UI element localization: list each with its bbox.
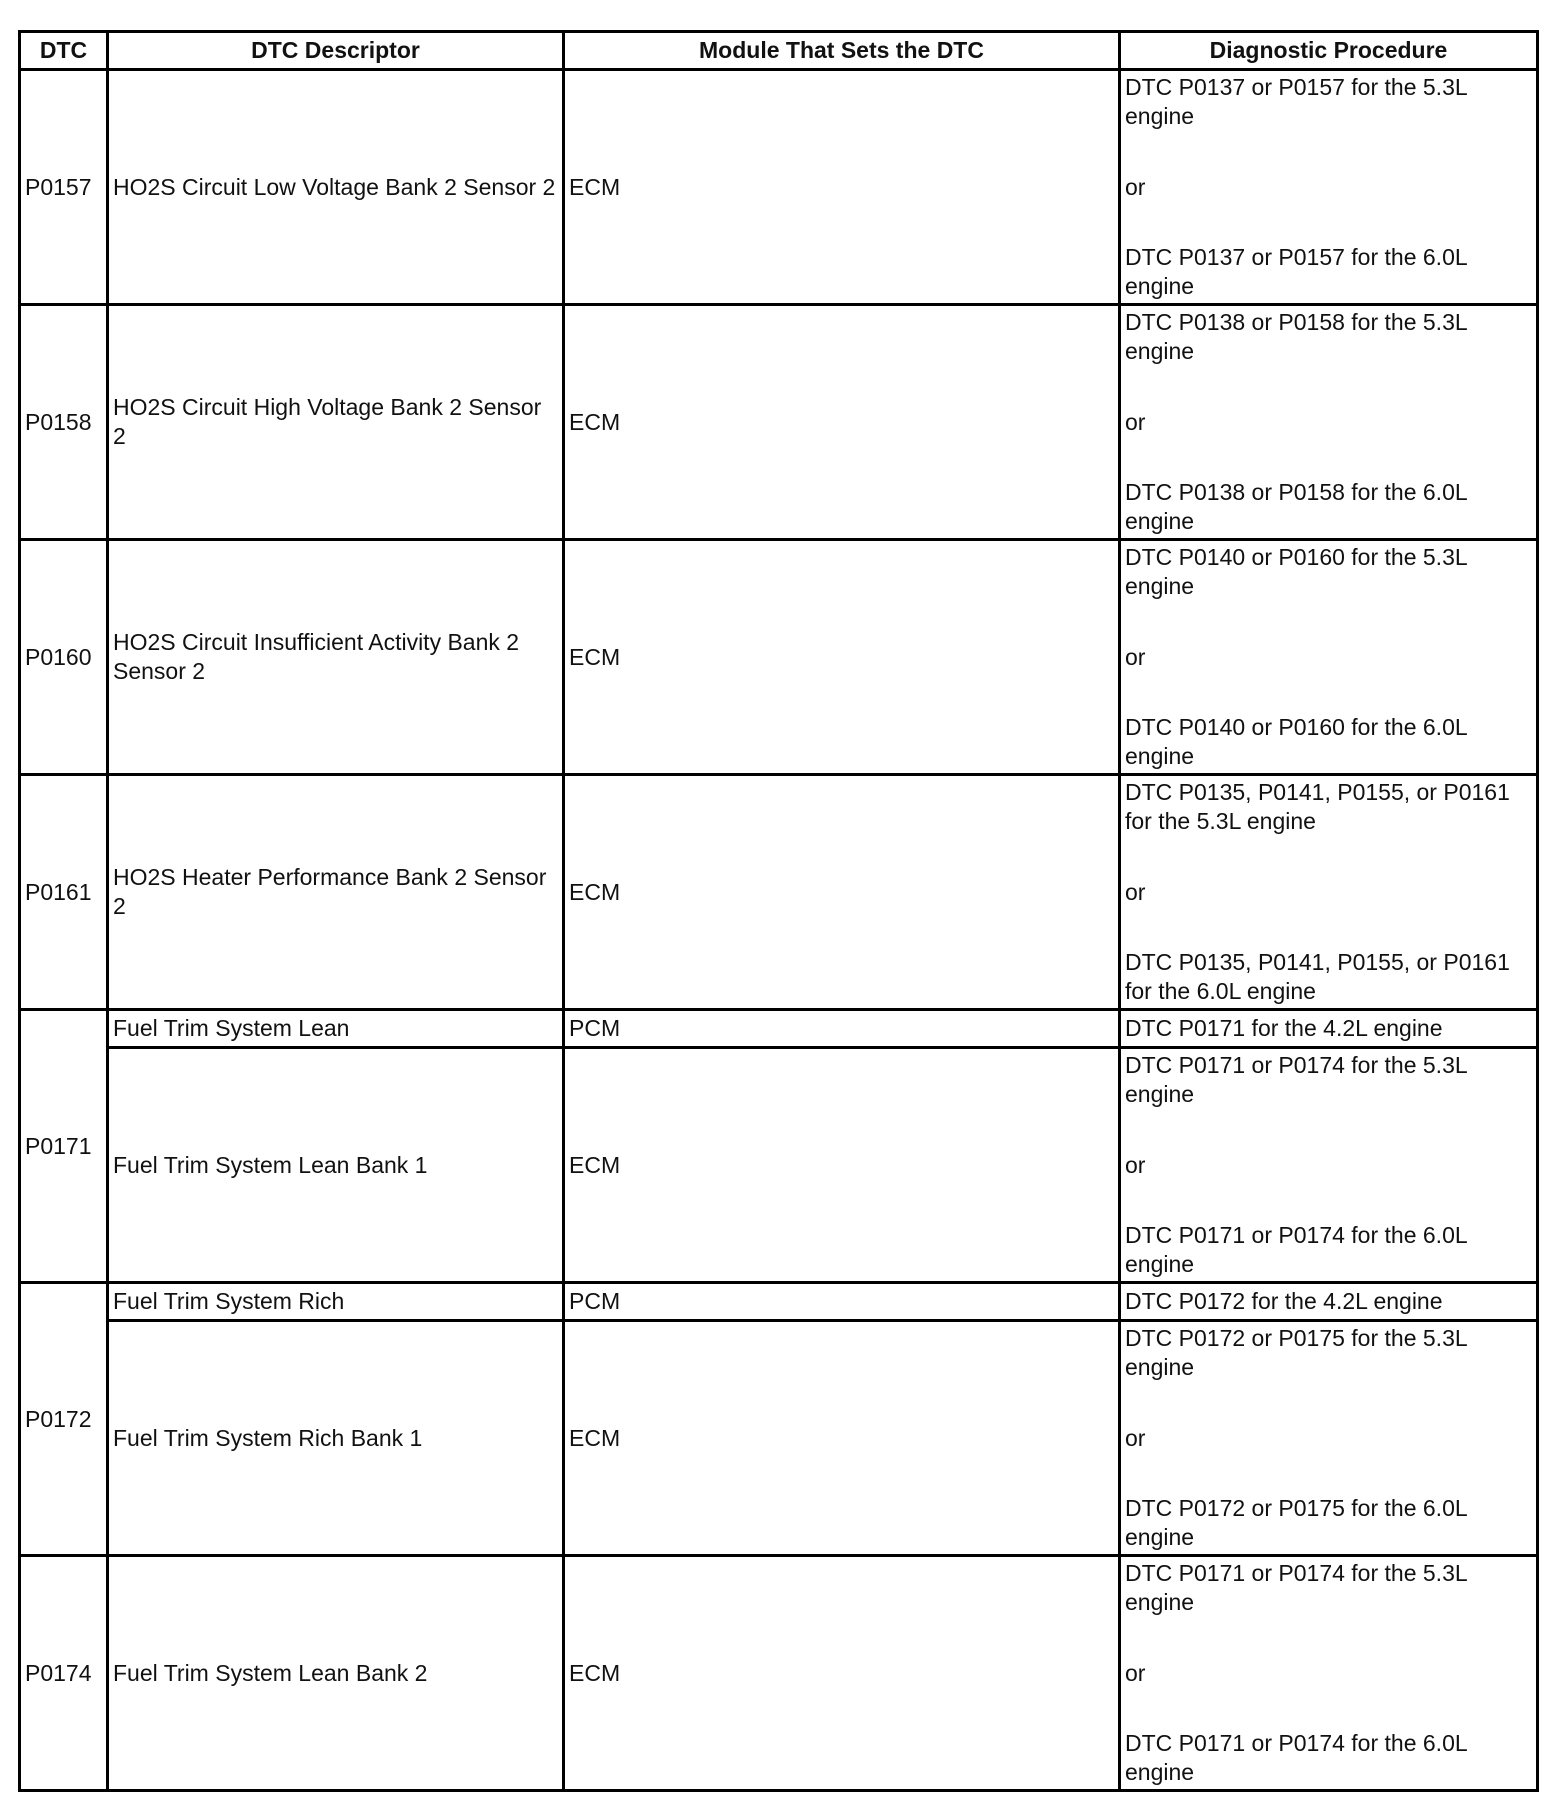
procedure-option-a: DTC P0135, P0141, P0155, or P0161 for the 5.3L engine <box>1125 779 1510 834</box>
procedure-or: or <box>1125 878 1146 905</box>
diagnostic-procedure: DTC P0172 for the 4.2L engine <box>1120 1283 1538 1321</box>
procedure-or: or <box>1125 1424 1146 1451</box>
diagnostic-procedure <box>1120 1556 1538 1791</box>
dtc-code: P0158 <box>20 305 108 540</box>
diagnostic-procedure <box>1120 1321 1538 1556</box>
table-row <box>20 1321 1538 1556</box>
dtc-module: PCM <box>564 1010 1120 1048</box>
header-row <box>20 32 1538 70</box>
dtc-code: P0157 <box>20 70 108 305</box>
dtc-descriptor: Fuel Trim System Lean Bank 2 <box>108 1556 564 1791</box>
dtc-module: ECM <box>564 1048 1120 1283</box>
header-dtc: DTC <box>20 32 108 70</box>
procedure-option-b: DTC P0171 or P0174 for the 6.0L engine <box>1125 1730 1467 1785</box>
procedure-or: or <box>1125 408 1146 435</box>
table-row <box>20 775 1538 1010</box>
dtc-module: ECM <box>564 775 1120 1010</box>
dtc-descriptor: Fuel Trim System Lean <box>108 1010 564 1048</box>
dtc-descriptor: Fuel Trim System Rich <box>108 1283 564 1321</box>
table-row <box>20 1283 1538 1321</box>
dtc-module: PCM <box>564 1283 1120 1321</box>
procedure-option-a: DTC P0137 or P0157 for the 5.3L engine <box>1125 74 1467 129</box>
procedure-option-b: DTC P0140 or P0160 for the 6.0L engine <box>1125 714 1467 769</box>
diagnostic-procedure <box>1120 305 1538 540</box>
header-module: Module That Sets the DTC <box>564 32 1120 70</box>
procedure-option-b: DTC P0135, P0141, P0155, or P0161 for the 6.0L engine <box>1125 949 1510 1004</box>
table-row <box>20 305 1538 540</box>
dtc-code: P0171 <box>20 1010 108 1283</box>
dtc-descriptor: HO2S Heater Performance Bank 2 Sensor 2 <box>108 775 564 1010</box>
procedure-option-b: DTC P0137 or P0157 for the 6.0L engine <box>1125 244 1467 299</box>
diagnostic-procedure <box>1120 1048 1538 1283</box>
dtc-code: P0172 <box>20 1283 108 1556</box>
dtc-code: P0160 <box>20 540 108 775</box>
procedure-option-b: DTC P0172 or P0175 for the 6.0L engine <box>1125 1495 1467 1550</box>
procedure-option-a: DTC P0172 or P0175 for the 5.3L engine <box>1125 1325 1467 1380</box>
procedure-option-a: DTC P0140 or P0160 for the 5.3L engine <box>1125 544 1467 599</box>
dtc-module: ECM <box>564 1321 1120 1556</box>
table-row <box>20 1010 1538 1048</box>
diagnostic-procedure <box>1120 775 1538 1010</box>
dtc-module: ECM <box>564 540 1120 775</box>
dtc-code: P0161 <box>20 775 108 1010</box>
procedure-option-a: DTC P0171 or P0174 for the 5.3L engine <box>1125 1052 1467 1107</box>
procedure-or: or <box>1125 1151 1146 1178</box>
dtc-descriptor: HO2S Circuit Low Voltage Bank 2 Sensor 2 <box>108 70 564 305</box>
dtc-module: ECM <box>564 1556 1120 1791</box>
dtc-descriptor: HO2S Circuit High Voltage Bank 2 Sensor 2 <box>108 305 564 540</box>
dtc-descriptor: Fuel Trim System Lean Bank 1 <box>108 1048 564 1283</box>
procedure-or: or <box>1125 1659 1146 1686</box>
dtc-module: ECM <box>564 70 1120 305</box>
dtc-module: ECM <box>564 305 1120 540</box>
table-row <box>20 70 1538 305</box>
procedure-option-b: DTC P0138 or P0158 for the 6.0L engine <box>1125 479 1467 534</box>
table-row <box>20 1048 1538 1283</box>
dtc-table <box>18 30 1539 1792</box>
page <box>18 30 1539 1792</box>
diagnostic-procedure <box>1120 70 1538 305</box>
procedure-option-b: DTC P0171 or P0174 for the 6.0L engine <box>1125 1222 1467 1277</box>
dtc-descriptor: HO2S Circuit Insufficient Activity Bank 2 Sensor 2 <box>108 540 564 775</box>
dtc-code: P0174 <box>20 1556 108 1791</box>
diagnostic-procedure <box>1120 540 1538 775</box>
procedure-option-a: DTC P0171 or P0174 for the 5.3L engine <box>1125 1560 1467 1615</box>
procedure-option-a: DTC P0138 or P0158 for the 5.3L engine <box>1125 309 1467 364</box>
table-row <box>20 540 1538 775</box>
header-procedure: Diagnostic Procedure <box>1120 32 1538 70</box>
diagnostic-procedure: DTC P0171 for the 4.2L engine <box>1120 1010 1538 1048</box>
dtc-descriptor: Fuel Trim System Rich Bank 1 <box>108 1321 564 1556</box>
header-descriptor: DTC Descriptor <box>108 32 564 70</box>
procedure-or: or <box>1125 173 1146 200</box>
table-row <box>20 1556 1538 1791</box>
procedure-or: or <box>1125 643 1146 670</box>
